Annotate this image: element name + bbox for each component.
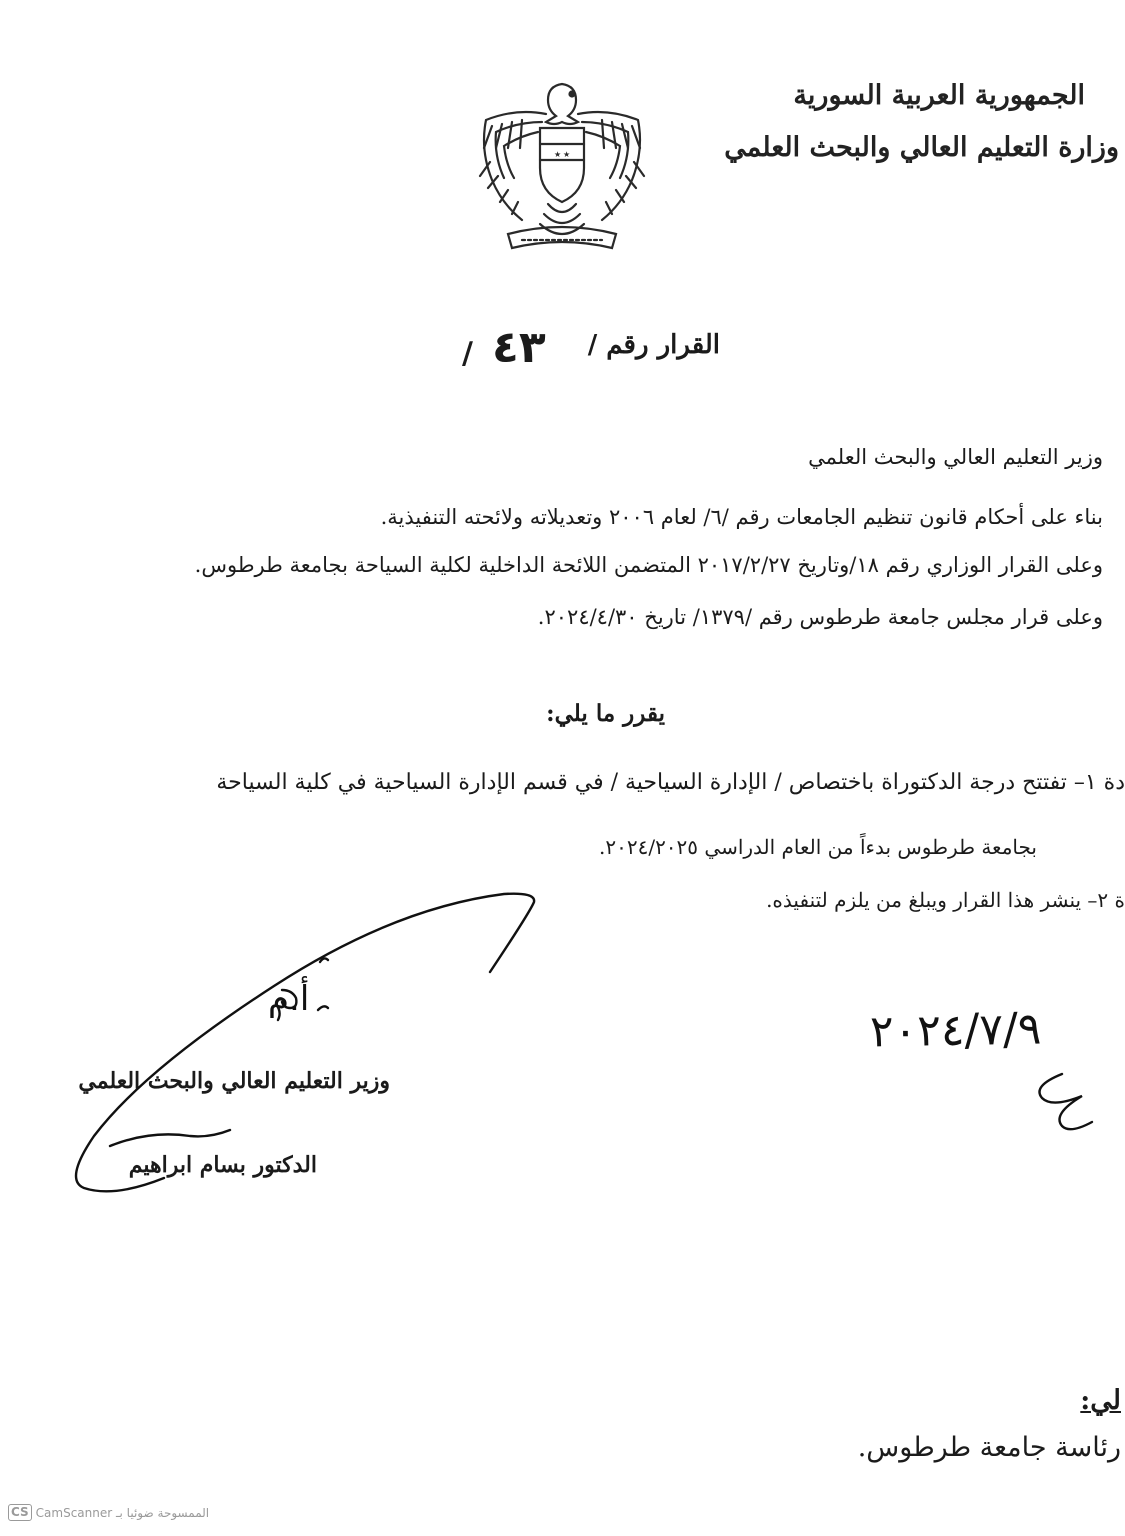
decides-heading: يقرر ما يلي: [546,700,665,727]
signatory-title: وزير التعليم العالي والبحث العلمي [78,1068,390,1094]
preamble-basis-2: وعلى القرار الوزاري رقم ١٨/وتاريخ ٢٠١٧/٢/٢٧ المتضمن اللائحة الداخلية لكلية السياحة بجامعة طرطوس. [194,553,1103,577]
svg-text:★: ★ [563,150,571,159]
cc-item-1: رئاسة جامعة طرطوس. [857,1432,1121,1463]
article-1-line-2: بجامعة طرطوس بدءاً من العام الدراسي ٢٠٢٤/٢٠٢٥. [599,835,1037,859]
svg-text:★: ★ [554,150,562,159]
decision-label: القرار رقم / [587,330,720,360]
header-country: الجمهورية العربية السورية [793,80,1085,111]
preamble-basis-1: بناء على أحكام قانون تنظيم الجامعات رقم /٦/ لعام ٢٠٠٦ وتعديلاته ولائحته التنفيذية. [380,505,1103,529]
handwritten-date: ٢٠٢٤/٧/٩ [869,1003,1042,1058]
signature-initials: أ.م [268,979,310,1019]
article-1-line-1: دة ١– تفتتح درجة الدكتوراة باختصاص / الإدارة السياحية / في قسم الإدارة السياحية في كلية السياحة [216,770,1125,795]
emblem-eagle-icon [462,66,662,266]
header-ministry: وزارة التعليم العالي والبحث العلمي [724,132,1119,163]
scanner-label: CamScanner الممسوحة ضوئيا بـ [35,1505,210,1520]
preamble-basis-3: وعلى قرار مجلس جامعة طرطوس رقم /١٣٧٩/ تاريخ ٢٠٢٤/٤/٣٠. [537,605,1103,629]
article-2: ة ٢– ينشر هذا القرار ويبلغ من يلزم لتنفيذه. [766,888,1125,912]
scanner-watermark [8,1504,209,1521]
cc-heading: لي: [1080,1385,1121,1416]
preamble-minister: وزير التعليم العالي والبحث العلمي [808,445,1103,469]
camscanner-logo-icon: CS [8,1504,32,1521]
decision-number: ٤٣ [492,322,546,373]
decision-trailing-slash: / [462,336,473,371]
signatory-name: الدكتور بسام ابراهيم [128,1152,317,1178]
